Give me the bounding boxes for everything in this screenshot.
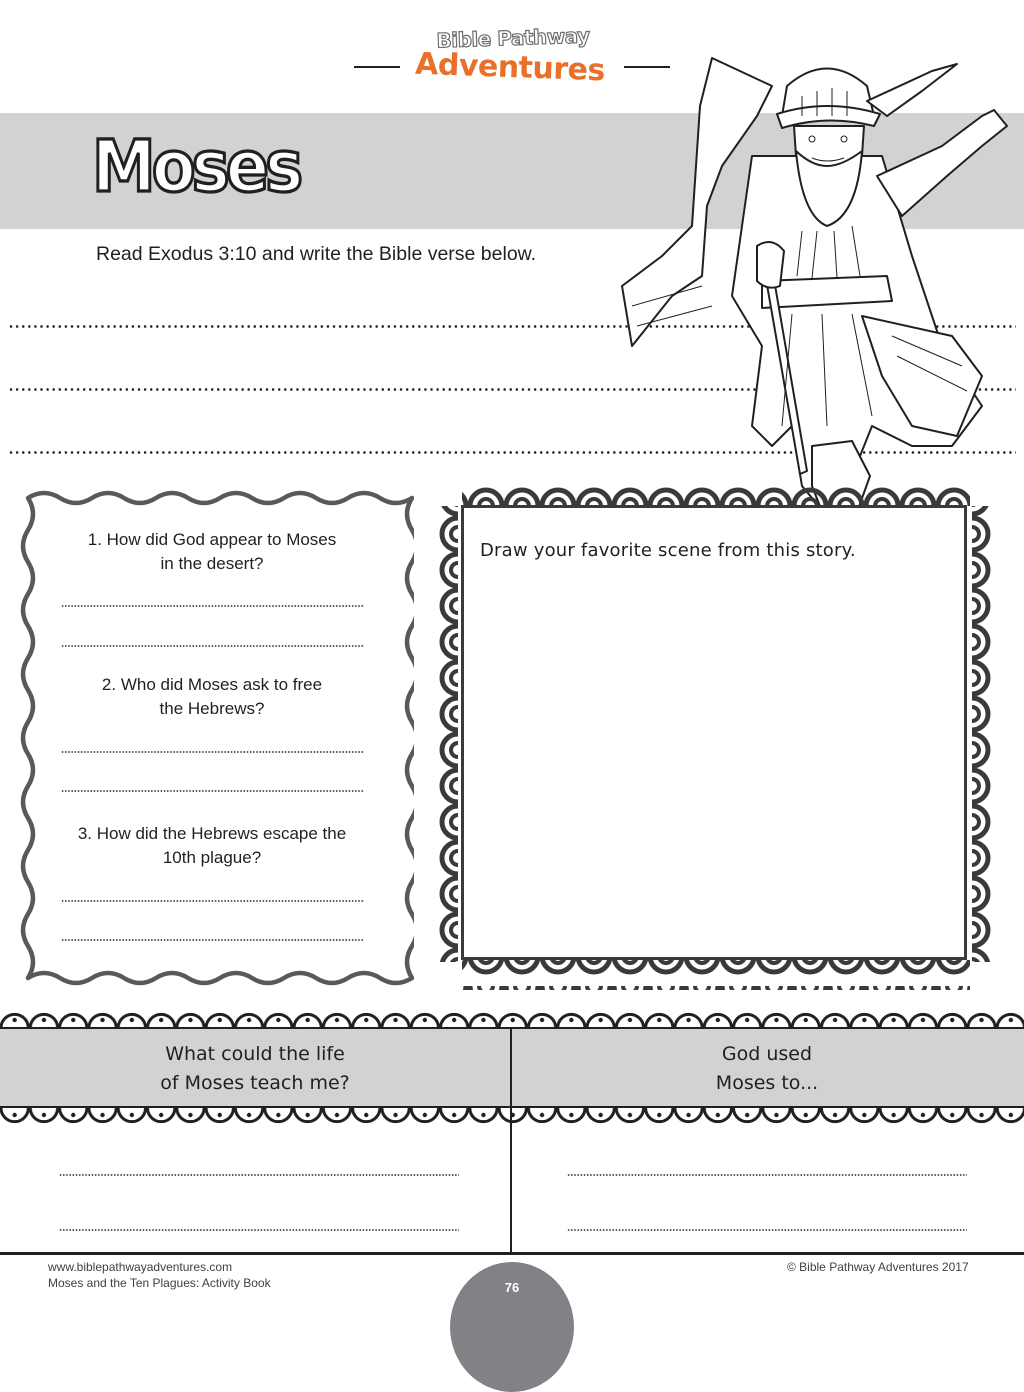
question-1-answer-line-2[interactable]: [61, 645, 364, 647]
logo-rule-left: [354, 66, 400, 68]
logo-adventures: Adventures: [414, 46, 606, 89]
page-title: Moses: [92, 126, 300, 209]
question-2-text-line2: the Hebrews?: [159, 699, 265, 718]
verse-instruction: Read Exodus 3:10 and write the Bible verse below.: [96, 243, 537, 265]
reflection-left-answer-line-1[interactable]: [59, 1174, 459, 1176]
reflection-right-answer-line-1[interactable]: [567, 1174, 967, 1176]
reflection-right-line2: Moses to...: [715, 1072, 819, 1094]
question-1-answer-line-1[interactable]: [61, 605, 364, 607]
reflection-left-line2: of Moses teach me?: [160, 1072, 350, 1094]
reflection-right-line1: God used: [721, 1043, 813, 1065]
question-1-text-line2: in the desert?: [160, 554, 264, 573]
question-2-text-line1: 2. Who did Moses ask to free: [101, 675, 323, 694]
reflection-left-answer-line-2[interactable]: [59, 1229, 459, 1231]
drawing-area[interactable]: [461, 505, 967, 960]
question-3-answer-line-1[interactable]: [61, 900, 364, 902]
footer-rule: [0, 1252, 1024, 1255]
question-2-answer-line-1[interactable]: [61, 751, 364, 753]
page-number: 76: [504, 1280, 520, 1295]
footer-website[interactable]: www.biblepathwayadventures.com: [48, 1260, 233, 1274]
banner-scallop-bottom: [0, 1107, 1024, 1129]
footer-book-title: Moses and the Ten Plagues: Activity Book: [48, 1276, 271, 1290]
reflection-left-line1: What could the life: [165, 1043, 345, 1065]
question-3-text-line2: 10th plague?: [162, 848, 262, 867]
moses-illustration: [612, 46, 1016, 536]
logo-bible-pathway: Bible Pathway: [436, 23, 590, 53]
question-3-text-line1: 3. How did the Hebrews escape the: [77, 824, 347, 843]
question-3-answer-line-2[interactable]: [61, 939, 364, 941]
question-2-answer-line-2[interactable]: [61, 790, 364, 792]
footer-copyright: © Bible Pathway Adventures 2017: [787, 1260, 969, 1274]
reflection-right-answer-line-2[interactable]: [567, 1229, 967, 1231]
question-1-text-line1: 1. How did God appear to Moses: [87, 530, 337, 549]
banner-scallop-top: [0, 1005, 1024, 1029]
drawing-prompt: Draw your favorite scene from this story.: [480, 540, 856, 561]
